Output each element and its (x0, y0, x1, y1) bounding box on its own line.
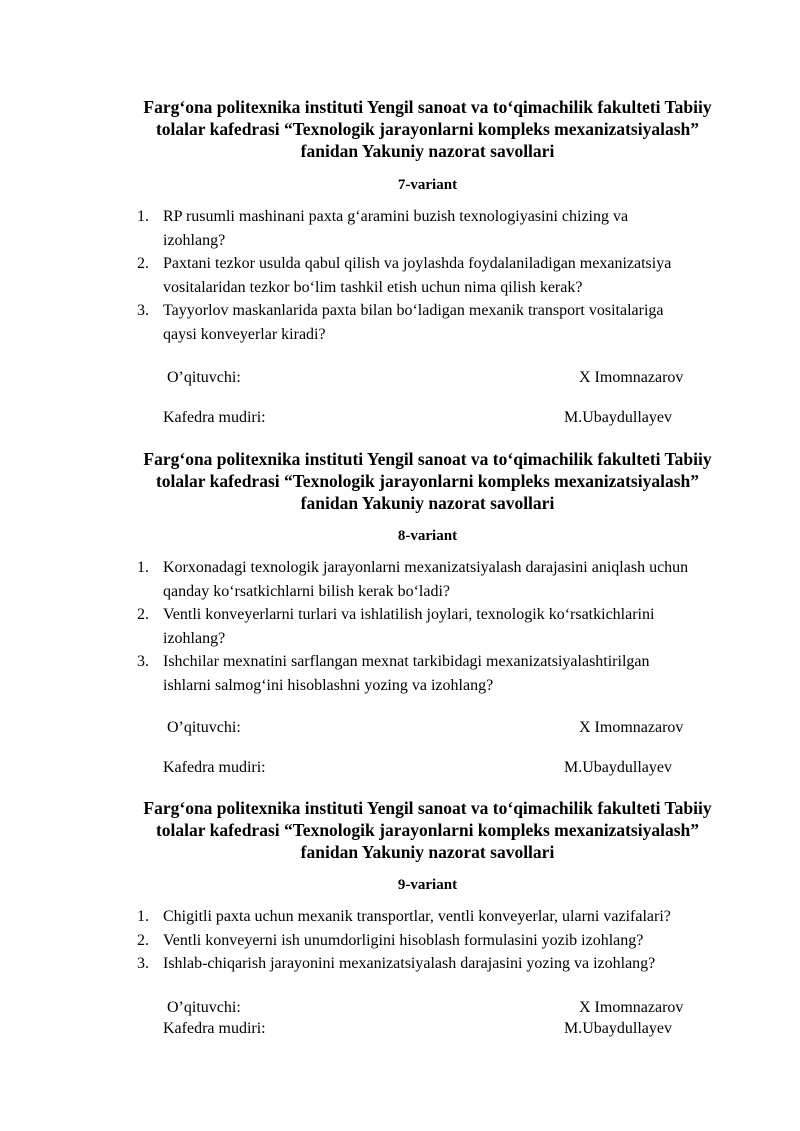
question-line: qaysi konveyerlar kiradi? (163, 325, 326, 343)
block-title (95, 797, 760, 863)
question-item (0, 299, 743, 346)
question-item (0, 905, 743, 929)
question-line: Tayyorlov maskanlarida paxta bilan bo‘ladigan mexanik transport vositalariga (163, 302, 664, 319)
question-item (0, 603, 743, 650)
title-line: tolalar kafedrasi “Texnologik jarayonlarni kompleks mexanizatsiyalash” (155, 471, 700, 491)
variant-label: 8-variant (397, 528, 458, 544)
question-item (0, 929, 743, 953)
question-line: RP rusumli mashinani paxta g‘aramini buzish texnologiyasini chizing va (163, 208, 629, 225)
question-line: Chigitli paxta uchun mexanik transportlar, ventli konveyerlar, ularni vazifalari? (163, 908, 671, 925)
question-list (0, 556, 800, 697)
variant-label: 9-variant (397, 877, 458, 893)
head-name: M.Ubaydullayev (564, 1020, 672, 1037)
head-label: Kafedra mudiri: (163, 409, 266, 426)
question-number: 1. (137, 208, 149, 225)
question-number: 3. (137, 955, 149, 972)
question-item (0, 205, 743, 252)
title-line: fanidan Yakuniy nazorat savollari (300, 141, 555, 161)
head-name: M.Ubaydullayev (564, 409, 672, 426)
question-line: Paxtani tezkor usulda qabul qilish va joylashda foydalaniladigan mexanizatsiya (163, 255, 672, 272)
question-line: Ventli konveyerlarni turlari va ishlatilish joylari, texnologik ko‘rsatkichlarini (163, 606, 655, 623)
question-line: ishlarni salmog‘ini hisoblashni yozing va izohlang? (163, 676, 494, 694)
head-label: Kafedra mudiri: (163, 759, 266, 776)
question-item (0, 952, 743, 976)
question-number: 3. (137, 653, 149, 670)
teacher-label: O’qituvchi: (167, 719, 241, 736)
head-name: M.Ubaydullayev (564, 759, 672, 776)
title-line: Farg‘ona politexnika instituti Yengil sanoat va to‘qimachilik fakulteti Tabiiy (143, 449, 712, 469)
question-item (0, 556, 743, 603)
question-line: qanday ko‘rsatkichlarni bilish kerak bo‘ladi? (163, 582, 451, 600)
block-title (95, 448, 760, 514)
question-line: Ishchilar mexnatini sarflangan mexnat tarkibidagi mexanizatsiyalashtirilgan (163, 653, 650, 670)
head-label: Kafedra mudiri: (163, 1020, 266, 1037)
question-list (0, 905, 800, 976)
question-line: izohlang? (163, 231, 226, 249)
title-line: Farg‘ona politexnika instituti Yengil sanoat va to‘qimachilik fakulteti Tabiiy (143, 97, 712, 117)
teacher-name: X Imomnazarov (579, 719, 684, 736)
question-number: 2. (137, 606, 149, 623)
title-line: tolalar kafedrasi “Texnologik jarayonlarni kompleks mexanizatsiyalash” (155, 820, 700, 840)
question-item (0, 252, 743, 299)
question-number: 1. (137, 908, 149, 925)
question-line: izohlang? (163, 629, 226, 647)
question-line: Ishlab-chiqarish jarayonini mexanizatsiyalash darajasini yozing va izohlang? (163, 955, 656, 972)
title-line: Farg‘ona politexnika instituti Yengil sanoat va to‘qimachilik fakulteti Tabiiy (143, 798, 712, 818)
teacher-label: O’qituvchi: (167, 999, 241, 1016)
question-number: 2. (137, 931, 149, 949)
title-line: tolalar kafedrasi “Texnologik jarayonlarni kompleks mexanizatsiyalash” (155, 119, 700, 139)
teacher-name: X Imomnazarov (579, 999, 684, 1016)
question-item (0, 650, 743, 697)
question-line: Korxonadagi texnologik jarayonlarni mexanizatsiyalash darajasini aniqlash uchun (163, 559, 689, 576)
teacher-label: O’qituvchi: (167, 369, 241, 386)
question-line: vositalaridan tezkor bo‘lim tashkil etish uchun nima qilish kerak? (163, 278, 583, 296)
teacher-name: X Imomnazarov (579, 369, 684, 386)
block-title (95, 96, 760, 162)
question-line: Ventli konveyerni ish unumdorligini hisoblash formulasini yozib izohlang? (163, 931, 644, 949)
question-number: 2. (137, 255, 149, 272)
question-number: 1. (137, 559, 149, 576)
variant-label: 7-variant (397, 177, 458, 193)
question-list (0, 205, 800, 346)
title-line: fanidan Yakuniy nazorat savollari (300, 842, 555, 862)
question-number: 3. (137, 302, 149, 319)
title-line: fanidan Yakuniy nazorat savollari (300, 493, 555, 513)
